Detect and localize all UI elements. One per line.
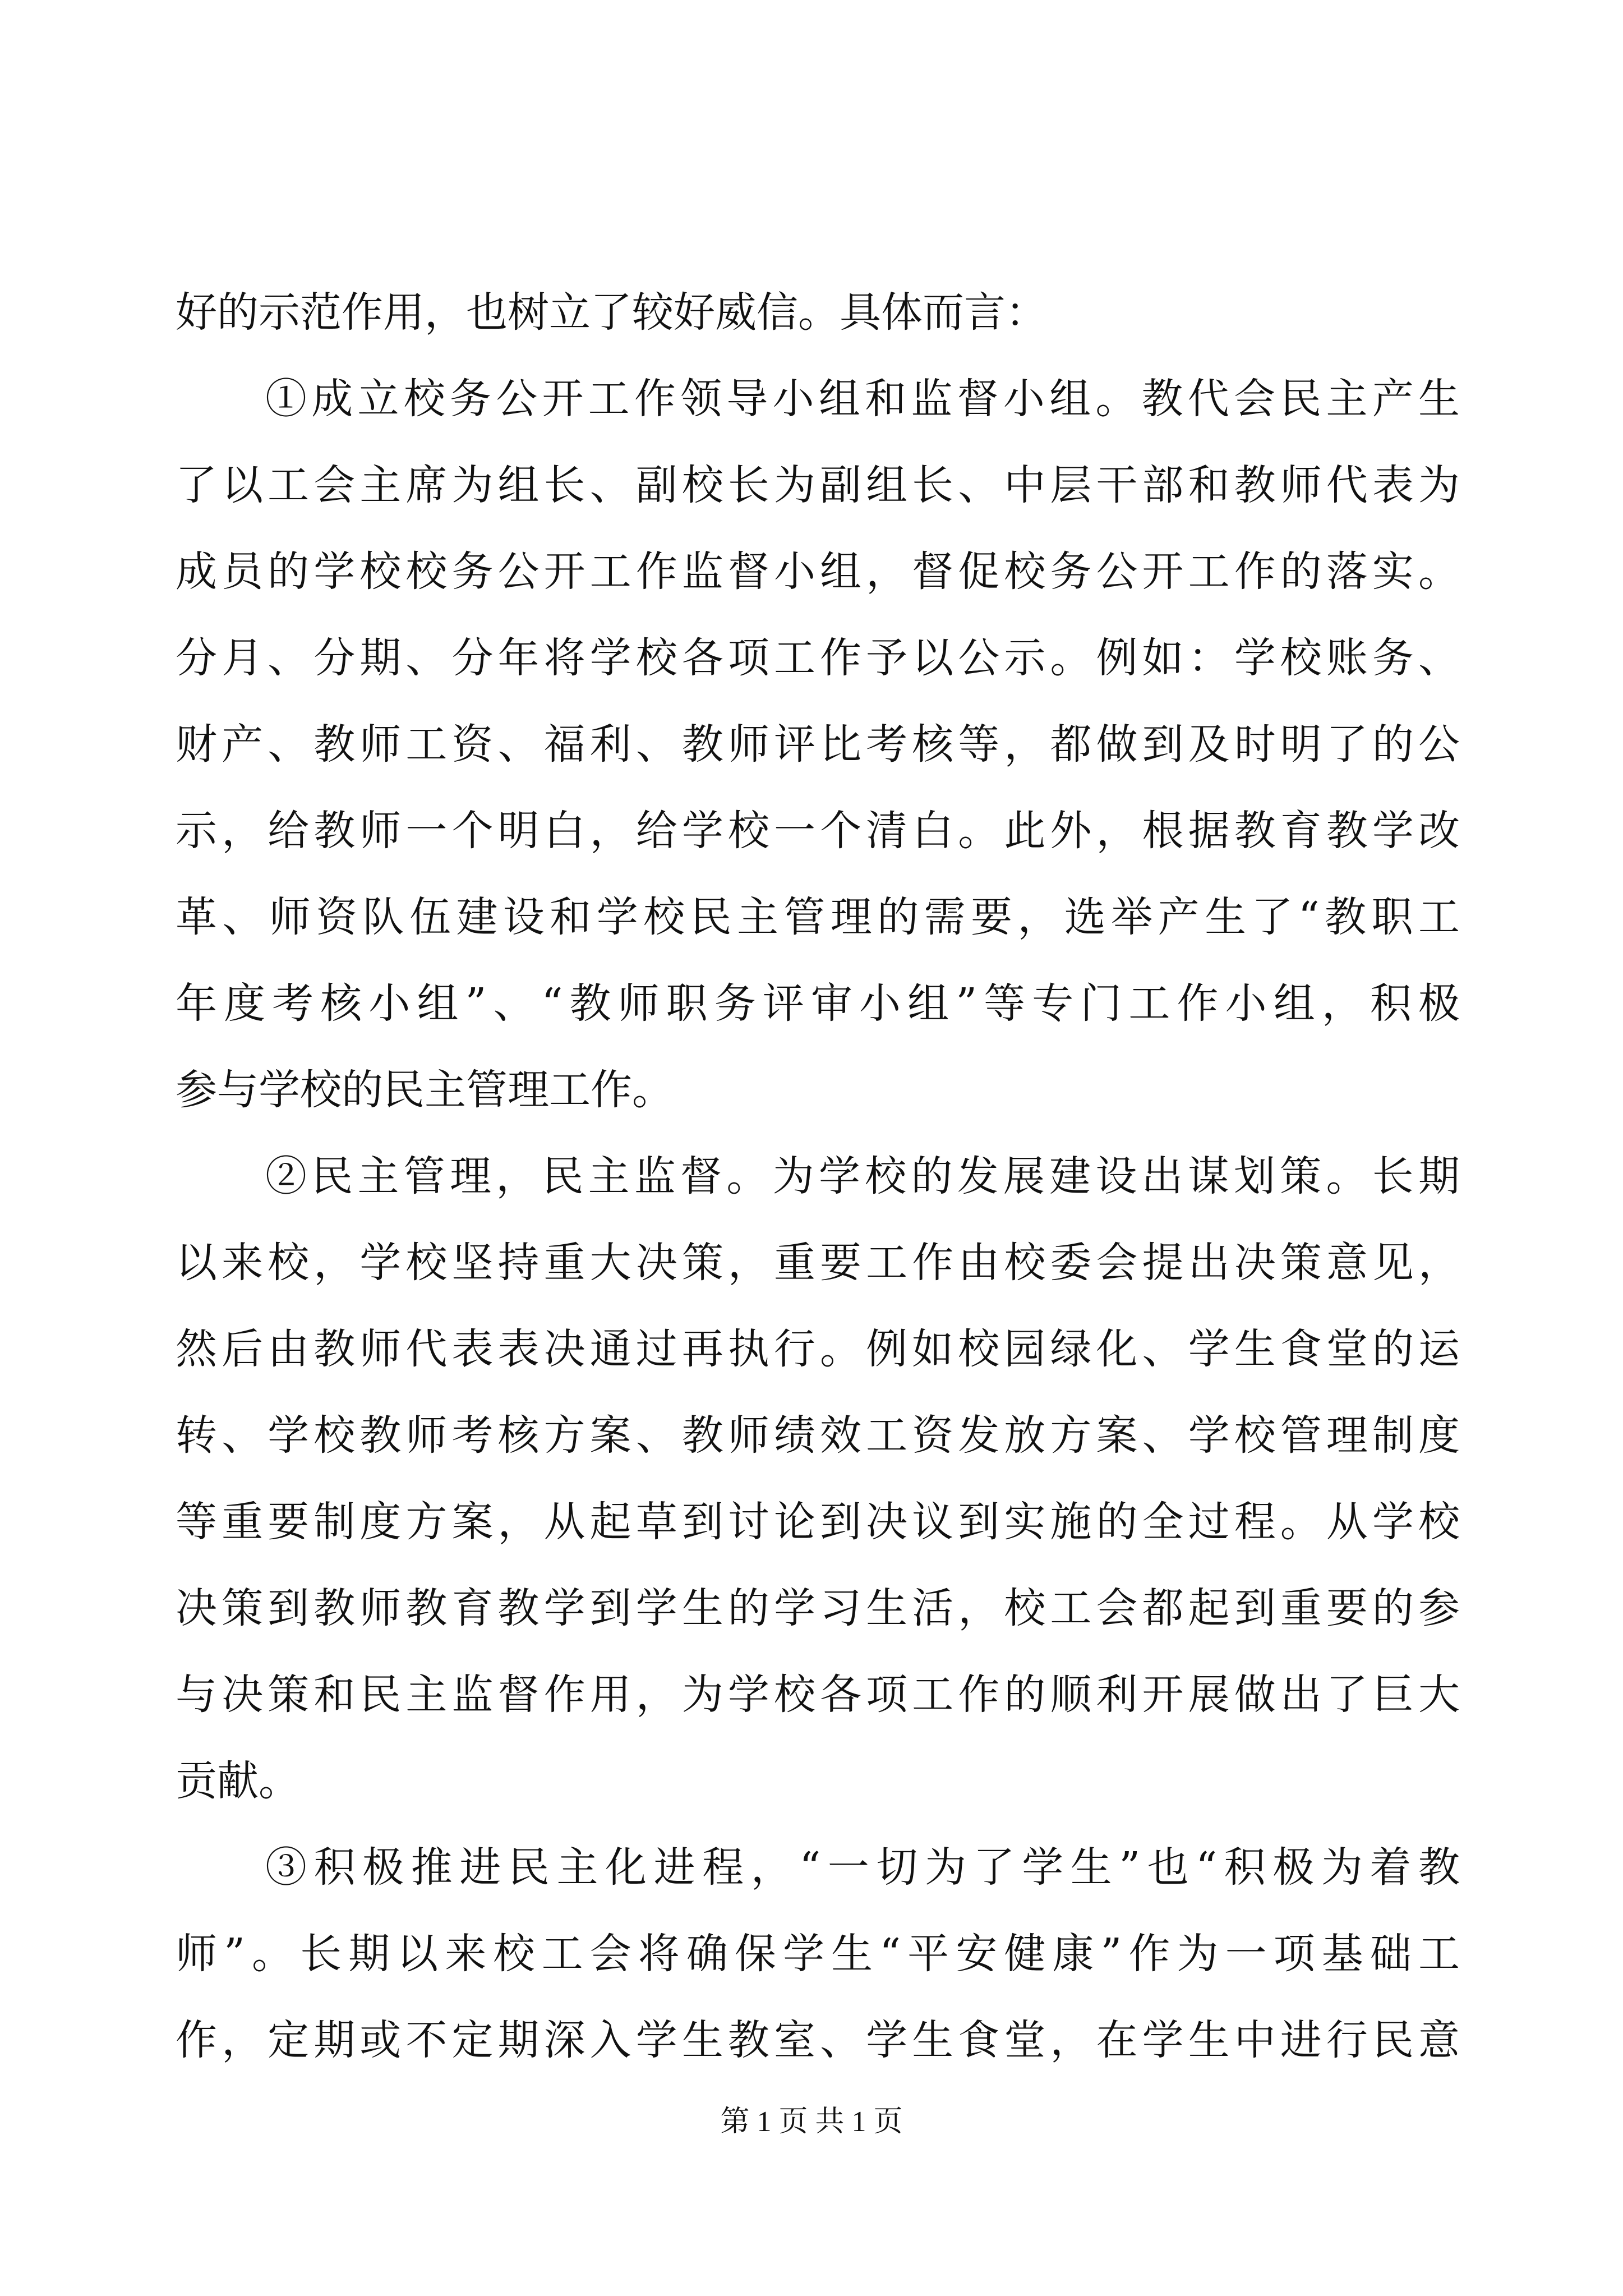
text-line: 然后由教师代表表决通过再执行。例如校园绿化、学生食堂的运 <box>176 1325 1460 1373</box>
text-line: 转、学校教师考核方案、教师绩效工资发放方案、学校管理制度 <box>176 1411 1460 1460</box>
text-line: 以来校，学校坚持重大决策，重要工作由校委会提出决策意见， <box>176 1239 1460 1287</box>
text-line: 决策到教师教育教学到学生的学习生活，校工会都起到重要的参 <box>176 1584 1460 1632</box>
text-line: 参与学校的民主管理工作。 <box>176 1066 674 1114</box>
text-line: 师”。长期以来校工会将确保学生“平安健康”作为一项基础工 <box>176 1930 1460 1978</box>
text-line: 示，给教师一个明白，给学校一个清白。此外，根据教育教学改 <box>176 807 1460 855</box>
text-line: 年度考核小组”、“教师职务评审小组”等专门工作小组，积极 <box>176 979 1460 1028</box>
page-number-footer: 第 1 页 共 1 页 <box>720 2106 903 2138</box>
text-line: 好的示范作用，也树立了较好威信。具体而言： <box>176 288 1047 337</box>
text-line: 成员的学校校务公开工作监督小组，督促校务公开工作的落实。 <box>176 547 1460 596</box>
text-line: 财产、教师工资、福利、教师评比考核等，都做到及时明了的公 <box>176 720 1460 769</box>
text-line: 革、师资队伍建设和学校民主管理的需要，选举产生了“教职工 <box>176 893 1460 941</box>
text-line: 分月、分期、分年将学校各项工作予以公示。例如：学校账务、 <box>176 634 1460 682</box>
paragraph-start-line: ①成立校务公开工作领导小组和监督小组。教代会民主产生 <box>265 375 1460 423</box>
text-line: 等重要制度方案，从起草到讨论到决议到实施的全过程。从学校 <box>176 1498 1460 1546</box>
text-line: 与决策和民主监督作用，为学校各项工作的顺利开展做出了巨大 <box>176 1671 1460 1719</box>
paragraph-start-line: ③积极推进民主化进程，“一切为了学生”也“积极为着教 <box>265 1843 1460 1892</box>
text-line: 贡献。 <box>176 1757 300 1805</box>
text-line: 了以工会主席为组长、副校长为副组长、中层干部和教师代表为 <box>176 461 1460 509</box>
text-line: 作，定期或不定期深入学生教室、学生食堂，在学生中进行民意 <box>176 2016 1460 2064</box>
body-text <box>176 269 1460 2083</box>
paragraph-start-line: ②民主管理，民主监督。为学校的发展建设出谋划策。长期 <box>265 1152 1460 1200</box>
